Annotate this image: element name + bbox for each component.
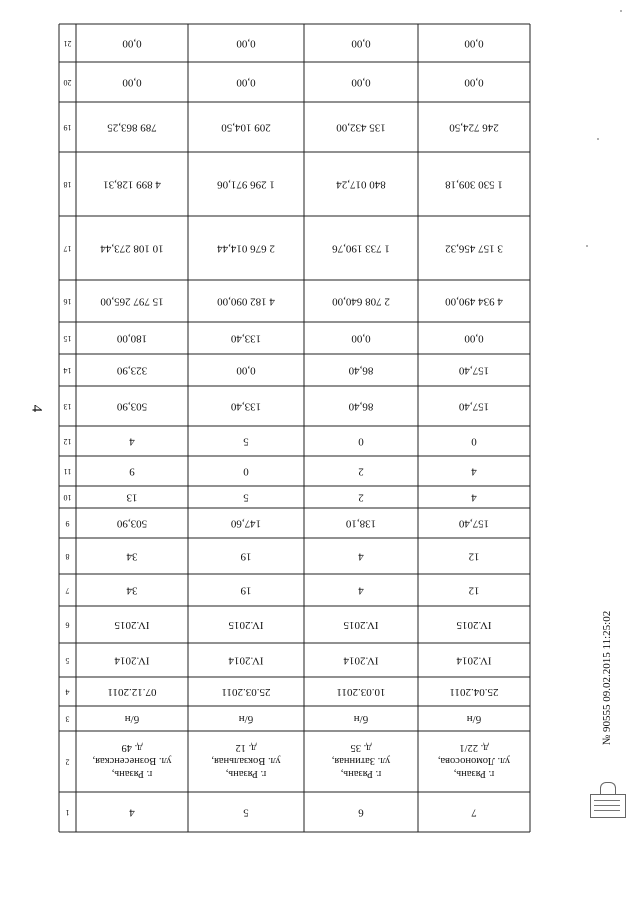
column-number: 16 — [63, 297, 72, 307]
column-number: 15 — [63, 334, 72, 344]
table-cell: 5 — [243, 435, 249, 448]
table-cell: 15 797 265,00 — [100, 295, 164, 308]
table-cell: 503,90 — [116, 400, 148, 413]
table-cell: 180,00 — [116, 332, 148, 345]
table-cell: 0 — [358, 435, 364, 448]
column-number: 10 — [63, 493, 72, 503]
table-cell: IV.2015 — [343, 618, 379, 631]
column-number: 4 — [65, 687, 70, 697]
table-cell: 12 — [468, 584, 480, 597]
registry-stamp-icon — [590, 780, 626, 820]
address-cell: г. Рязань,ул. Вознесенская,д. 49 — [92, 741, 172, 779]
column-number: 21 — [63, 39, 72, 49]
table-cell: 07.12.2011 — [107, 685, 157, 698]
table-cell: 503,90 — [116, 517, 148, 530]
address-cell: г. Рязань,ул. Вокзальная,д. 12 — [211, 741, 281, 779]
scan-speck — [597, 138, 599, 140]
table-cell: 7 — [471, 806, 477, 819]
table-cell: 0,00 — [236, 76, 256, 89]
table-cell: IV.2015 — [114, 618, 150, 631]
column-number: 13 — [63, 402, 72, 412]
table-cell: IV.2014 — [456, 654, 492, 667]
table-cell: 1 296 971,06 — [217, 178, 275, 191]
table-cell: 4 — [358, 584, 364, 597]
table-cell: 1 530 309,18 — [445, 178, 503, 191]
table-cell: IV.2014 — [114, 654, 150, 667]
table-cell: 13 — [126, 491, 138, 504]
column-number: 3 — [65, 714, 70, 724]
table-cell: 4 899 128,31 — [103, 178, 161, 191]
table-cell: б/н — [466, 712, 482, 725]
table-cell: 25.04.2011 — [449, 685, 499, 698]
column-number: 8 — [65, 552, 70, 562]
table-cell: 4 — [129, 806, 135, 819]
scan-speck — [586, 245, 588, 247]
table-cell: б/н — [124, 712, 140, 725]
column-number: 14 — [63, 366, 72, 376]
table-cell: IV.2015 — [456, 618, 492, 631]
document-id-text: № 90555 09.02.2015 11:25:02 — [601, 610, 613, 746]
table-cell: 3 157 456,32 — [445, 242, 503, 255]
table-cell: 157,40 — [458, 400, 490, 413]
address-cell: г. Рязань,ул. Ломоносова,д. 22/1 — [437, 741, 511, 779]
column-number: 19 — [63, 123, 72, 133]
table-cell: 12 — [468, 550, 480, 563]
table-cell: 246 724,50 — [449, 121, 499, 134]
table-cell: 4 — [471, 465, 477, 478]
table-cell: 34 — [126, 550, 138, 563]
column-number: 1 — [65, 808, 70, 818]
table-cell: 0,00 — [122, 37, 142, 50]
table-cell: 4 — [471, 491, 477, 504]
table-cell: 840 017,24 — [336, 178, 386, 191]
column-number: 18 — [63, 180, 72, 190]
table-cell: 9 — [129, 465, 135, 478]
column-number: 2 — [65, 757, 70, 767]
table-cell: 323,90 — [116, 364, 148, 377]
table-cell: 25.03.2011 — [221, 685, 271, 698]
table-cell: 789 863,25 — [107, 121, 157, 134]
table-cell: 1 733 190,76 — [332, 242, 390, 255]
table-cell: 0,00 — [122, 76, 142, 89]
column-number: 11 — [63, 467, 72, 477]
address-cell: г. Рязань,ул. Затинная,д. 35 — [331, 741, 391, 779]
document-id-stamp — [596, 570, 618, 786]
table-cell: 0 — [471, 435, 477, 448]
column-number: 7 — [65, 586, 70, 596]
table-cell: 0,00 — [351, 37, 371, 50]
table-cell: 2 676 014,44 — [217, 242, 275, 255]
column-number: 6 — [65, 620, 70, 630]
table-cell: 4 — [358, 550, 364, 563]
table-cell: IV.2014 — [228, 654, 264, 667]
table-cell: 34 — [126, 584, 138, 597]
table-cell: 0,00 — [236, 364, 256, 377]
table-cell: 19 — [240, 584, 252, 597]
table-cell: 4 934 490,00 — [445, 295, 503, 308]
table-cell: 147,60 — [230, 517, 262, 530]
column-number: 9 — [65, 519, 70, 529]
table-cell: 5 — [243, 491, 249, 504]
table-cell: 0,00 — [351, 76, 371, 89]
table-cell: IV.2014 — [343, 654, 379, 667]
table-cell: 0,00 — [236, 37, 256, 50]
table-cell: 157,40 — [458, 364, 490, 377]
table-cell: 209 104,50 — [221, 121, 271, 134]
table-cell: 2 — [358, 491, 364, 504]
table-cell: 135 432,00 — [336, 121, 386, 134]
table-cell: б/н — [238, 712, 254, 725]
column-number: 17 — [63, 244, 72, 254]
table-cell: б/н — [353, 712, 369, 725]
table-cell: IV.2015 — [228, 618, 264, 631]
table-cell: 6 — [358, 806, 364, 819]
table-cell: 0,00 — [351, 332, 371, 345]
table-cell: 86,40 — [348, 364, 374, 377]
table-cell: 4 182 090,00 — [217, 295, 275, 308]
table-cell: 0 — [243, 465, 249, 478]
table-cell: 0,00 — [464, 37, 484, 50]
column-number: 5 — [65, 656, 70, 666]
table-cell: 0,00 — [464, 332, 484, 345]
page-number: 4 — [28, 404, 45, 413]
column-number: 12 — [63, 437, 72, 447]
table-cell: 138,10 — [345, 517, 377, 530]
table-cell: 2 — [358, 465, 364, 478]
table-cell: 19 — [240, 550, 252, 563]
table-cell: 10.03.2011 — [336, 685, 386, 698]
table-cell: 5 — [243, 806, 249, 819]
table-cell: 4 — [129, 435, 135, 448]
table-cell: 2 708 640,00 — [332, 295, 390, 308]
table-cell: 133,40 — [230, 332, 262, 345]
table-cell: 10 108 273,44 — [100, 242, 164, 255]
scan-speck — [620, 10, 622, 12]
column-number: 20 — [63, 78, 72, 88]
table-cell: 0,00 — [464, 76, 484, 89]
table-cell: 86,40 — [348, 400, 374, 413]
table-cell: 157,40 — [458, 517, 490, 530]
table-cell: 133,40 — [230, 400, 262, 413]
